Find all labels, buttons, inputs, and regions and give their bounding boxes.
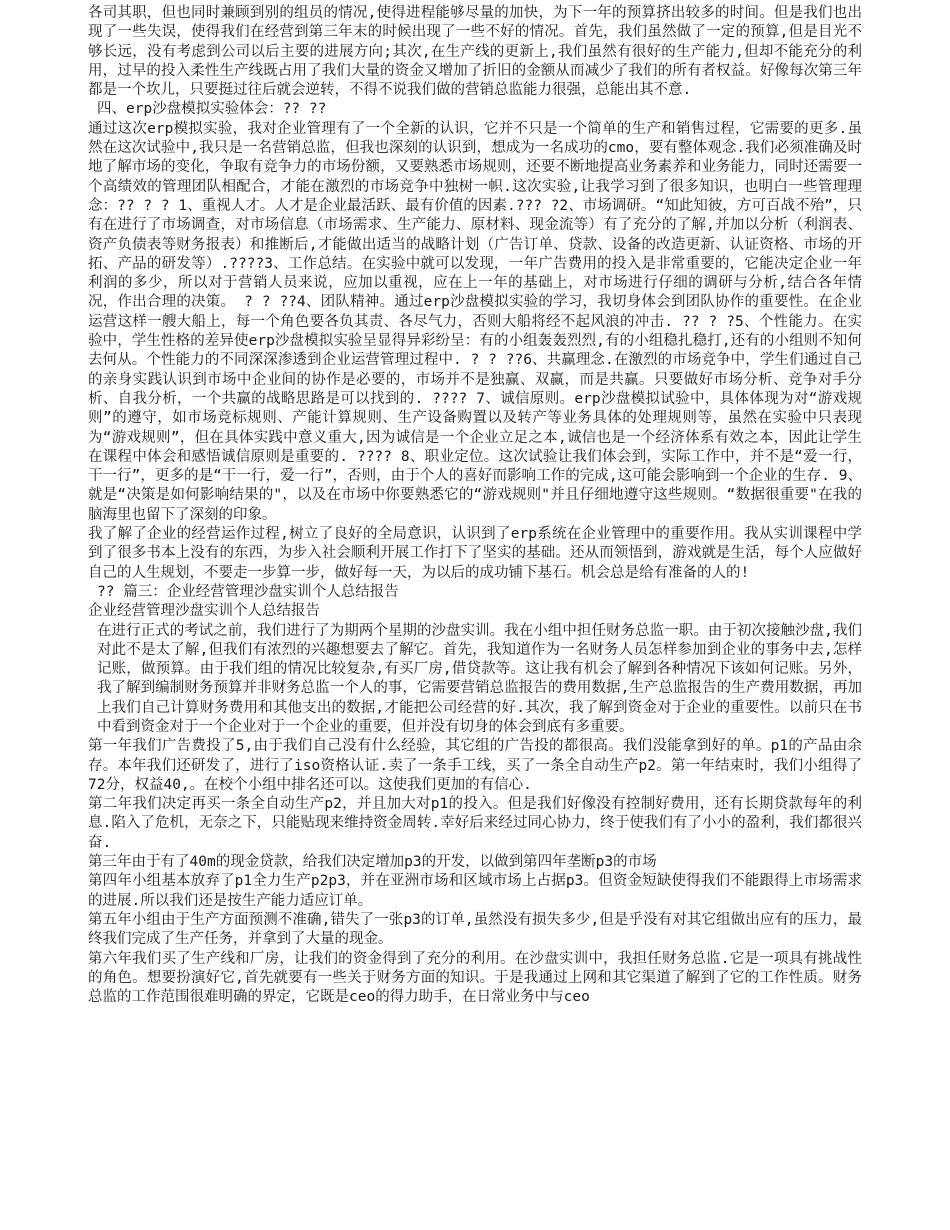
paragraph-year-six: 第六年我们买了生产线和厂房，让我们的资金得到了充分的利用。在沙盘实训中，我担任财务总监.它是一项具有挑战性的角色。想要扮演好它,首先就要有一些关于财务方面的知识。于是我通过上网和其它渠道了解到了它的工作性质。财务总监的工作范围很难明确的界定，它既是ceo的得力助手，在日常业务中与ceo bbox=[88, 950, 862, 1006]
paragraph-year-three: 第三年由于有了40m的现金贷款，给我们决定增加p3的开发，以做到第四年垄断p3的市场 bbox=[88, 854, 657, 871]
paragraph-year-five: 第五年小组由于生产方面预测不准确,错失了一张p3的订单,虽然没有损失多少,但是乎没有对其它组做出应有的压力，最终我们完成了生产任务，并拿到了大量的现金。 bbox=[88, 911, 862, 948]
paragraph-year-four: 第四年小组基本放弃了p1全力生产p2p3，并在亚洲市场和区域市场上占据p3。但资金短缺使得我们不能跟得上市场需求的进展.所以我们还是按生产能力适应订单。 bbox=[88, 873, 862, 909]
paragraph-erp-lessons: 通过这次erp模拟实验，我对企业管理有了一个全新的认识，它并不只是一个简单的生产和销售过程，它需要的更多.虽然在这次试验中,我只是一名营销总监，但我也深刻的认识到，想成为一名成功的cmo，要有整体观念.我们必须准确及时地了解市场的变化，争取有竞争力的市场份额，又要熟悉市场规则，还要不断地提高业务素养和业务能力，同时还需要一个高绩效的管理团队相配合，才能在激烈的市场竞争中独树一帜.这次实验,让我学习到了很多知识，也明白一些管理理念：?? ? ? 1、重视人才。人才是企业最活跃、最有价值的因素.??? ?2、市场调研。“知此知彼，方可百战不殆”，只有在进行了市场调查，对市场信息（市场需求、生产能力、原材料、现金流等）有了充分的了解,并加以分析（利润表、资产负债表等财务报表）和推断后,才能做出适当的战略计划（广告订单、贷款、设备的改造更新、认证资格、市场的开拓、产品的研发等）.????3、工作总结。在实验中就可以发现，一年广告费用的投入是非常重要的，它能决定企业一年利润的多少，所以对于营销人员来说，应加以重视，应在上一年的基础上，对市场进行仔细的调研与分析,结合各年情况，作出合理的决策。 ? ? ??4、团队精神。通过erp沙盘模拟实验的学习，我切身体会到团队协作的重要性。在企业运营这样一艘大船上，每一个角色要各负其责、各尽气力，否则大船将经不起风浪的冲击. ?? ? ?5、个性能力。在实验中，学生性格的差异使erp沙盘模拟实验呈显得异彩纷呈：有的小组轰轰烈烈,有的小组稳扎稳打,还有的小组则不知何去何从。个性能力的不同深深渗透到企业运营管理过程中. ? ? ??6、共赢理念.在激烈的市场竞争中，学生们通过自己的亲身实践认识到市场中企业间的协作是必要的，市场并不是独赢、双赢，而是共赢。只要做好市场分析、竞争对手分析、自我分析，一个共赢的战略思路是可以找到的. ???? 7、诚信原则。erp沙盘模拟试验中，具体体现为对“游戏规则”的遵守，如市场竞标规则、产能计算规则、生产设备购置以及转产等业务具体的处理规则等，虽然在实验中只表现为“游戏规则”，但在具体实践中意义重大,因为诚信是一个企业立足之本,诚信也是一个经济体系有效之本，因此让学生在课程中体会和感悟诚信原则是重要的. ???? 8、职业定位。这次试验让我们体会到，实际工作中，并不是“爱一行，干一行”，更多的是“干一行，爱一行”，否则，由于个人的喜好而影响工作的完成,这可能会影响到一个企业的生存. 9、 就是“决策是如何影响结果的"，以及在市场中你要熟悉它的“游戏规则"并且仔细地遵守这些规则。“数据很重要"在我的脑海里也留下了深刻的印象。 bbox=[88, 120, 862, 523]
paragraph-year-two: 第二年我们决定再买一条全自动生产p2，并且加大对p1的投入。但是我们好像没有控制好费用，还有长期贷款每年的利息.陷入了危机，无奈之下，只能贴现来维持资金周转.幸好后来经过同心协力，终于使我们有了小小的盈利，我们都很兴奋. bbox=[88, 796, 862, 851]
paragraph-conclusion: 我了解了企业的经营运作过程,树立了良好的全局意识，认识到了erp系统在企业管理中的重要作用。我从实训课程中学到了很多书本上没有的东西，为步入社会顺利开展工作打下了坚实的基础。还从而领悟到，游戏就是生活，每个人应做好自己的人生规划，不要走一步算一步，做好每一天，为以后的成功铺下基石。机会总是给有准备的人的! bbox=[88, 526, 862, 581]
heading-erp-experience: 四、erp沙盘模拟实验体会：?? ?? bbox=[97, 101, 327, 118]
paragraph-year-one: 第一年我们广告费投了5,由于我们自己没有什么经验，其它组的广告投的都很高。我们没能拿到好的单。p1的产品由余存。本年我们还研发了，进行了iso资格认证.卖了一条手工线，买了一条全自动生产p2。第一年结束时，我们小组得了72分，权益40,。在校个小组中排名还可以。这使我们更加的有信心. bbox=[88, 738, 862, 793]
paragraph-team-review: 各司其职，但也同时兼顾到别的组员的情况,使得进程能够尽量的加快，为下一年的预算挤出较多的时间。但是我们也出现了一些失误，使得我们在经营到第三年末的时候出现了一些不好的情况。首先，我们虽然做了一定的预算,但是目光不够长远，没有考虑到公司以后主要的进展方向;其次,在生产线的更新上,我们虽然有很好的生产能力,但却不能充分的利用，过早的投入柔性生产线既占用了我们大量的资金又增加了折旧的金额从而减少了我们的所有者权益。好像每次第三年都是一个坎儿，只要挺过往后就会逆转，不得不说我们做的营销总监能力很强，总能出其不意. bbox=[88, 5, 862, 99]
heading-article-three: ?? 篇三：企业经营管理沙盘实训个人总结报告 bbox=[97, 583, 399, 600]
paragraph-intro: 在进行正式的考试之前，我们进行了为期两个星期的沙盘实训。我在小组中担任财务总监一职。由于初次接触沙盘,我们对此不是太了解,但我们有浓烈的兴趣想要去了解它。首先，我知道作为一名财务人员怎样参加到企业的事务中去,怎样记账，做预算。由于我们组的情况比较复杂,有买厂房,借贷款等。这让我有机会了解到各种情况下该如何记账。另外，我了解到编制财务预算并非财务总监一个人的事，它需要营销总监报告的费用数据,生产总监报告的生产费用数据，再加上我们自己计算财务费用和其他支出的数据,才能把公司经营的好.其次，我了解到资金对于企业的重要性。以前只在书中看到资金对于一个企业对于一个企业的重要，但并没有切身的体会到底有多重要。 bbox=[97, 622, 862, 735]
heading-report-title: 企业经营管理沙盘实训个人总结报告 bbox=[88, 603, 320, 620]
